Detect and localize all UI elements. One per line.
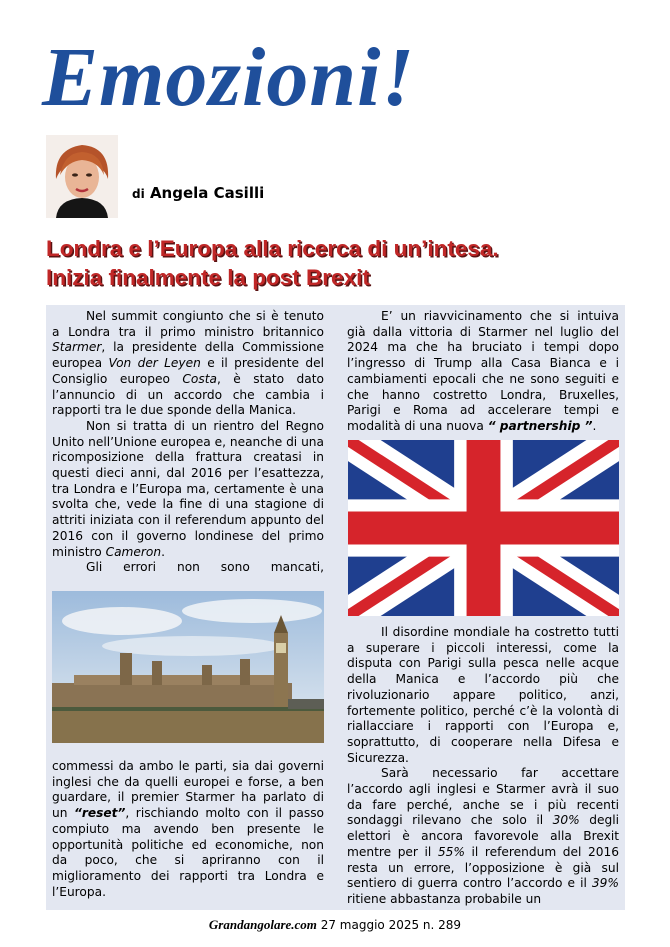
author-prefix: di xyxy=(132,187,145,201)
col1-paragraph-2: Non si tratta di un rientro del Regno Unito nell’Unione europea e, neanche di una ricomposizione della frattura creatasi in questi dieci anni, dal 2016 per l’esattezza, tra Londra e l’Europa ma, certamente è una svolta che, vede la fine di una stagione di attriti iniziata con il referendum appunto del 2016 con il governo londinese del primo ministro Cameron. xyxy=(52,418,324,559)
col2-paragraph-3: Sarà necessario far accettare l’accordo agli inglesi e Starmer avrà il suo da fare perché, anche se i più recenti sondaggi rilevano che solo il 30% degli elettori è ancora favorevole alla Brexit mentre per il 55% il referendum del 2016 resta un errore, l’opposizione è già sul sentiero di guerra contro l’accordo e il 39% ritiene abbastanza probabile un xyxy=(347,766,620,906)
westminster-photo xyxy=(52,591,324,743)
author-name: Angela Casilli xyxy=(149,184,265,202)
author-byline xyxy=(132,184,264,202)
col2-paragraph-1: E’ un riavvicinamento che si intuiva già dalla vittoria di Starmer nel luglio del 2024 ma che ha bruciato i tempi dopo l’ingresso di Trump alla Casa Bianca e i cambiamenti epocali che ne sono seguiti e che hanno costretto Londra, Bruxelles, Parigi e Roma ad accelerare tempi e modalità di una nuova “ partnership ”. xyxy=(347,309,619,433)
column-2-top xyxy=(347,309,619,435)
article-body xyxy=(46,305,625,910)
col1-paragraph-1: Nel summit congiunto che si è tenuto a Londra tra il primo ministro britannico Starmer, la presidente della Commissione europea Von der Leyen e il presidente del Consiglio europeo Costa, è stato dato l’annuncio di un accordo che cambia i rapporti tra le due sponde della Manica. xyxy=(52,309,324,418)
page-footer xyxy=(0,917,670,933)
col1-paragraph-4: commessi da ambo le parti, sia dai governi inglesi che da quelli europei e forse, a ben guardare, il premier Starmer ha parlato di un “reset”, rischiando molto con il passo compiuto ma avendo ben presente le opportunità politiche ed economiche, non da poco, che si apriranno con il miglioramento dei rapporti tra Londra e l’Europa. xyxy=(52,759,325,899)
headline-line-2: Inizia finalmente la post Brexit xyxy=(46,265,370,290)
column-2-bottom xyxy=(347,625,619,908)
footer-date: 27 maggio 2025 n. 289 xyxy=(316,918,462,932)
union-jack-flag xyxy=(348,440,619,616)
masthead-title: Emozioni! xyxy=(42,31,416,124)
footer-site: Grandangolare.com xyxy=(208,917,317,932)
author-photo xyxy=(46,135,118,218)
col2-paragraph-2: Il disordine mondiale ha costretto tutti a superare i piccoli interessi, come la disputa con Parigi sulla pesca nelle acque della Manica e l’accordo più che rivoluzionario appare politico, anzi, fortemente politico, perché c’è la volontà di riallacciare i rapporti con l’Europa e, soprattutto, di cooperare nella Difesa e Sicurezza. xyxy=(347,625,619,765)
column-1-top xyxy=(52,309,324,576)
headline-line-1: Londra e l’Europa alla ricerca di un’intesa. xyxy=(46,236,499,261)
article-headline xyxy=(46,234,646,292)
column-1-bottom xyxy=(52,759,324,900)
col1-paragraph-3: Gli errori non sono mancati, xyxy=(86,560,324,575)
